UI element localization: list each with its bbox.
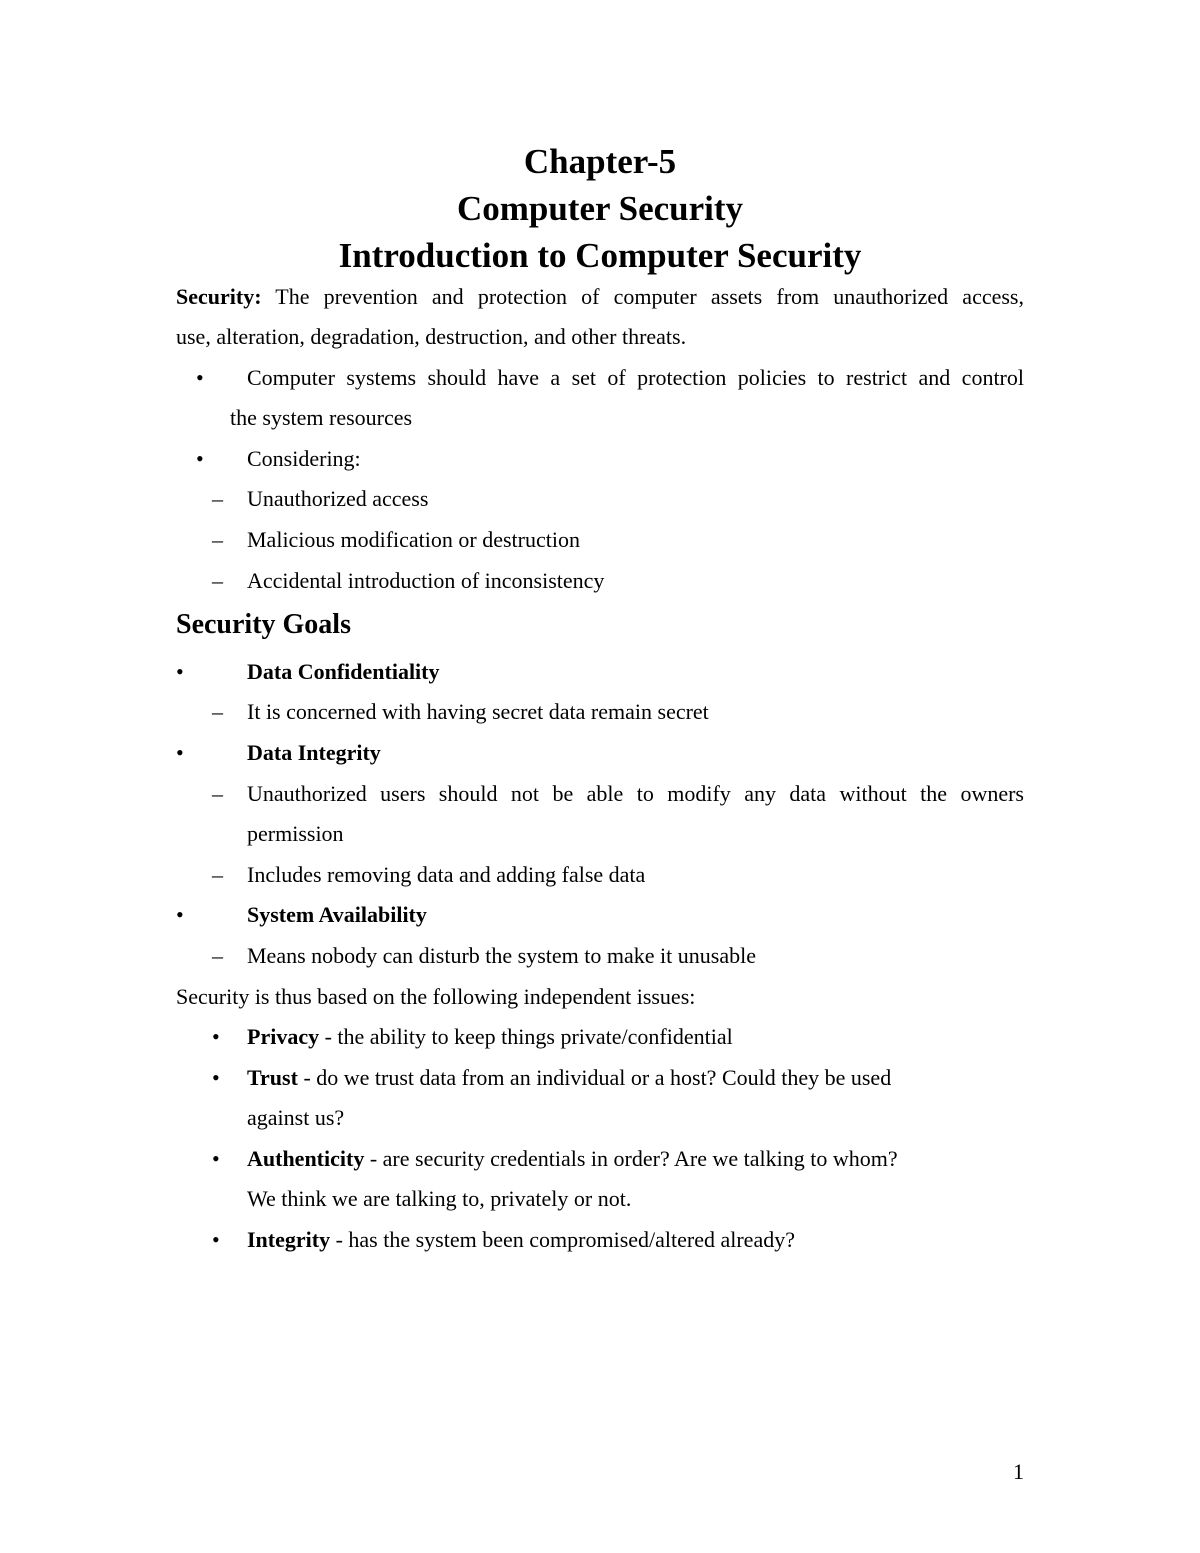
issue-trust-text-1: - do we trust data from an individual or a host? Could they be used <box>297 1065 892 1090</box>
dash-marker: – <box>212 568 223 593</box>
issue-integrity-text: - has the system been compromised/altered already? <box>330 1227 795 1252</box>
bullet-marker: • <box>176 902 184 927</box>
issue-authenticity-term: Authenticity <box>247 1146 365 1171</box>
goal-confidentiality-term: Data Confidentiality <box>247 659 440 684</box>
issues-intro: Security is thus based on the following independent issues: <box>176 984 696 1009</box>
dash-marker: – <box>212 943 223 968</box>
goal-availability-term: System Availability <box>247 902 427 927</box>
goal-integrity-desc-line-1: Unauthorized users should not be able to modify any data without the owners <box>247 781 1024 806</box>
bullet-marker: • <box>176 659 184 684</box>
issue-trust-term: Trust <box>247 1065 298 1090</box>
goal-integrity-title <box>247 739 381 767</box>
goals-heading: Security Goals <box>176 609 351 640</box>
bullet-marker: • <box>196 365 204 390</box>
dash-marker: – <box>212 486 223 511</box>
bullet-marker: • <box>212 1146 220 1171</box>
issue-authenticity <box>247 1145 898 1173</box>
considering-label: Considering: <box>247 446 361 471</box>
definition-term: Security: <box>176 284 262 309</box>
dash-marker: – <box>212 781 223 806</box>
dash-marker: – <box>212 862 223 887</box>
bullet-marker: • <box>212 1227 220 1252</box>
page-number: 1 <box>1013 1459 1024 1484</box>
issue-authenticity-text-2: We think we are talking to, privately or not. <box>247 1186 632 1211</box>
issue-integrity <box>247 1226 795 1254</box>
definition-line-1 <box>176 283 1024 311</box>
chapter-title: Chapter-5 <box>523 142 677 181</box>
issue-privacy <box>247 1023 733 1051</box>
goal-confidentiality-desc: It is concerned with having secret data remain secret <box>247 699 709 724</box>
bullet-marker: • <box>212 1065 220 1090</box>
sub-item: Malicious modification or destruction <box>247 527 580 552</box>
sub-item: Accidental introduction of inconsistency <box>247 568 605 593</box>
goal-confidentiality-title <box>247 658 440 686</box>
issue-trust-text-2: against us? <box>247 1105 345 1130</box>
bullet-marker: • <box>212 1024 220 1049</box>
policy-line-2: the system resources <box>230 405 413 430</box>
goal-integrity-desc-2: Includes removing data and adding false data <box>247 862 646 887</box>
subject-title: Computer Security <box>456 189 744 228</box>
goal-integrity-term: Data Integrity <box>247 740 381 765</box>
issue-privacy-term: Privacy <box>247 1024 320 1049</box>
definition-line-2: use, alteration, degradation, destruction, and other threats. <box>176 324 687 349</box>
intro-title: Introduction to Computer Security <box>338 236 862 275</box>
issue-integrity-term: Integrity <box>247 1227 331 1252</box>
policy-line-1: Computer systems should have a set of protection policies to restrict and control <box>247 365 1024 390</box>
sub-item: Unauthorized access <box>247 486 429 511</box>
issue-authenticity-text-1: - are security credentials in order? Are we talking to whom? <box>364 1146 898 1171</box>
goal-availability-desc: Means nobody can disturb the system to make it unusable <box>247 943 756 968</box>
issue-trust <box>247 1064 891 1092</box>
bullet-marker: • <box>196 446 204 471</box>
issue-privacy-text: - the ability to keep things private/confidential <box>319 1024 733 1049</box>
dash-marker: – <box>212 527 223 552</box>
goal-availability-title <box>247 901 427 929</box>
bullet-marker: • <box>176 740 184 765</box>
definition-text-1: The prevention and protection of computer assets from unauthorized access, <box>261 284 1024 309</box>
goal-integrity-desc-line-2: permission <box>247 821 344 846</box>
dash-marker: – <box>212 699 223 724</box>
